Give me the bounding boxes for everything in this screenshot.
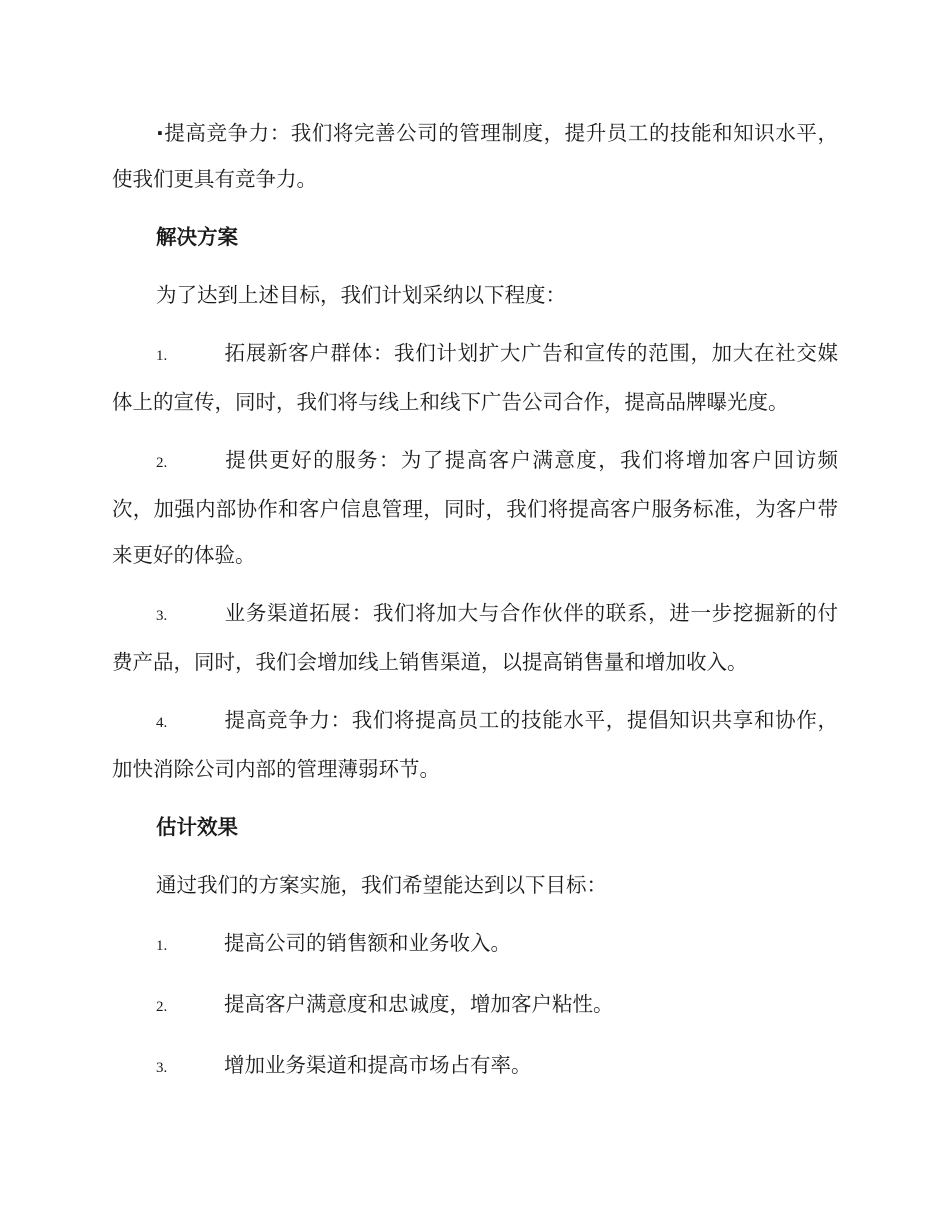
solution-heading: 解决方案: [156, 225, 238, 249]
solution-item-1: [112, 330, 838, 425]
bullet-mark: ·: [156, 121, 164, 145]
item-text: 业务渠道拓展：我们将加大与合作伙伴的联系，进一步挖掘新的付费产品，同时，我们会增加线上销售渠道，以提高销售量和增加收入。: [112, 601, 838, 674]
document-page: [112, 110, 838, 1103]
item-number: 3.: [156, 1060, 168, 1076]
solution-item-2: [112, 437, 838, 578]
item-text: 提高客户满意度和忠诚度，增加客户粘性。: [224, 992, 614, 1016]
effect-lead: 通过我们的方案实施，我们希望能达到以下目标：: [156, 873, 607, 897]
solution-item-3: [112, 590, 838, 685]
item-text: 提供更好的服务：为了提高客户满意度，我们将增加客户回访频次，加强内部协作和客户信息管理，同时，我们将提高客户服务标准，为客户带来更好的体验。: [112, 448, 838, 567]
item-number: 3.: [156, 608, 168, 624]
solution-item-4: [112, 697, 838, 792]
effect-item-1: [112, 920, 838, 969]
item-number: 2.: [156, 999, 168, 1015]
item-text: 增加业务渠道和提高市场占有率。: [224, 1053, 532, 1077]
effect-item-2: [112, 981, 838, 1030]
item-number: 2.: [156, 455, 168, 471]
item-number: 1.: [156, 938, 168, 954]
item-number: 4.: [156, 715, 168, 731]
item-text: 拓展新客户群体：我们计划扩大广告和宣传的范围，加大在社交媒体上的宣传，同时，我们将与线上和线下广告公司合作，提高品牌曝光度。: [112, 341, 838, 414]
item-number: 1.: [156, 348, 168, 364]
effect-item-3: [112, 1042, 838, 1091]
intro-paragraph: [112, 110, 838, 202]
item-text: 提高公司的销售额和业务收入。: [224, 931, 511, 955]
solution-lead: 为了达到上述目标，我们计划采纳以下程度：: [156, 283, 566, 307]
item-text: 提高竞争力：我们将提高员工的技能水平，提倡知识共享和协作，加快消除公司内部的管理薄弱环节。: [112, 708, 838, 781]
intro-text: 提高竞争力：我们将完善公司的管理制度，提升员工的技能和知识水平，使我们更具有竞争力。: [112, 121, 838, 191]
effect-heading: 估计效果: [156, 815, 238, 839]
